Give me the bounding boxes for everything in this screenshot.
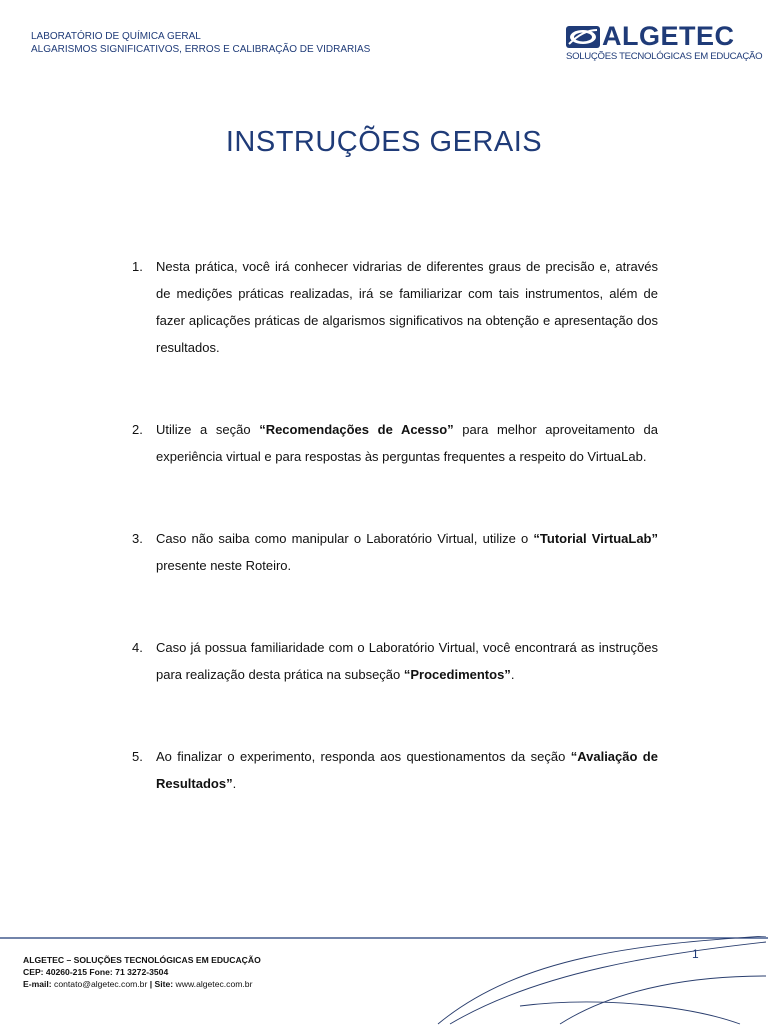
item-number: 2. bbox=[132, 422, 143, 437]
email-link[interactable]: contato@algetec.com.br bbox=[54, 979, 148, 989]
item-text bbox=[156, 531, 658, 573]
instruction-list bbox=[132, 253, 658, 797]
item-text bbox=[156, 422, 658, 464]
item-text-part: Ao finalizar o experimento, responda aos questionamentos da seção bbox=[156, 749, 571, 764]
item-emphasis: “Procedimentos” bbox=[403, 667, 511, 682]
course-name: LABORATÓRIO DE QUÍMICA GERAL bbox=[31, 31, 201, 42]
item-text-part: presente neste Roteiro. bbox=[156, 558, 292, 573]
site-label: Site: bbox=[154, 979, 174, 989]
item-emphasis: “Tutorial VirtuaLab” bbox=[533, 531, 658, 546]
document-header bbox=[31, 30, 370, 56]
item-emphasis: “Avaliação de Resultados” bbox=[156, 749, 658, 791]
practice-subtitle: ALGARISMOS SIGNIFICATIVOS, ERROS E CALIBRAÇÃO DE VIDRARIAS bbox=[31, 44, 371, 55]
item-text bbox=[156, 749, 658, 791]
algetec-logo bbox=[566, 21, 763, 64]
instruction-item bbox=[132, 634, 658, 688]
logo-tagline: SOLUÇÕES TECNOLÓGICAS EM EDUCAÇÃO bbox=[566, 51, 763, 62]
email-label: E-mail: bbox=[23, 979, 52, 989]
item-text-part: Nesta prática, você irá conhecer vidrarias de diferentes graus de precisão e, através de medições práticas realizadas, irá se familiarizar com tais instrumentos, além de fazer aplicações práticas de algarismos significativos na obtenção e apresentação dos resultados. bbox=[156, 259, 658, 355]
page-number: 1 bbox=[692, 947, 699, 961]
logo-emblem-icon bbox=[566, 24, 600, 50]
item-text-part: . bbox=[510, 667, 515, 682]
item-number: 3. bbox=[132, 531, 143, 546]
footer-address: CEP: 40260-215 Fone: 71 3272-3504 bbox=[23, 967, 169, 977]
item-text bbox=[156, 259, 658, 355]
instruction-item bbox=[132, 416, 658, 470]
logo-wordmark: ALGETEC bbox=[602, 21, 735, 51]
footer-contact bbox=[23, 954, 261, 990]
site-link[interactable]: www.algetec.com.br bbox=[175, 979, 253, 989]
item-text-part: Caso não saiba como manipular o Laboratório Virtual, utilize o bbox=[156, 531, 534, 546]
item-text-part: Caso já possua familiaridade com o Laboratório Virtual, você encontrará as instruções para realização desta prática na subseção bbox=[156, 640, 658, 682]
item-number: 5. bbox=[132, 749, 143, 764]
instruction-item bbox=[132, 525, 658, 579]
footer-links bbox=[23, 978, 261, 990]
separator: | bbox=[149, 979, 153, 989]
instruction-item bbox=[132, 743, 658, 797]
item-number: 1. bbox=[132, 259, 143, 274]
item-text bbox=[156, 640, 658, 682]
footer-company: ALGETEC – SOLUÇÕES TECNOLÓGICAS EM EDUCAÇÃO bbox=[23, 955, 261, 965]
item-emphasis: “Recomendações de Acesso” bbox=[259, 422, 454, 437]
item-number: 4. bbox=[132, 640, 143, 655]
item-text-part: para melhor aproveitamento da experiência virtual e para respostas às perguntas frequentes a respeito do VirtuaLab. bbox=[156, 422, 658, 464]
instruction-item bbox=[132, 253, 658, 361]
item-text-part: Utilize a seção bbox=[156, 422, 260, 437]
item-text-part: . bbox=[232, 776, 237, 791]
page-title: INSTRUÇÕES GERAIS bbox=[225, 126, 543, 158]
